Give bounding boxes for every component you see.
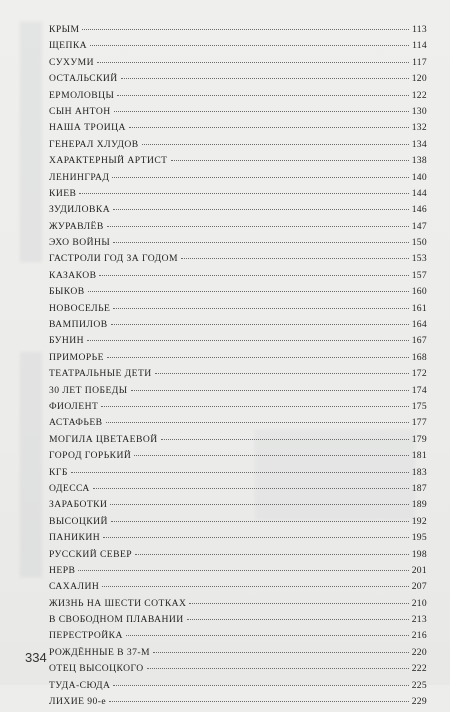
toc-entry-title: ПЕРЕСТРОЙКА xyxy=(49,630,123,642)
toc-entry-title: ТЕАТРАЛЬНЫЕ ДЕТИ xyxy=(49,368,152,380)
dot-leader xyxy=(107,226,409,227)
dot-leader xyxy=(187,619,409,620)
toc-entry-page: 172 xyxy=(411,368,427,380)
toc-entry-page: 113 xyxy=(412,24,427,35)
toc-entry-page: 213 xyxy=(411,614,427,626)
dot-leader xyxy=(126,635,409,636)
toc-entry xyxy=(49,680,427,696)
toc-entry-page: 120 xyxy=(411,73,427,85)
toc-entry-page: 130 xyxy=(411,105,427,117)
toc-entry xyxy=(49,549,427,565)
toc-entry xyxy=(49,467,427,483)
toc-entry-page: 195 xyxy=(411,532,427,544)
toc-entry-page: 177 xyxy=(411,417,427,429)
toc-entry-title: НЕРВ xyxy=(49,564,76,576)
toc-entry-title: НАША ТРОИЦА xyxy=(49,122,126,134)
toc-entry xyxy=(49,139,427,155)
toc-entry-title: ЗАРАБОТКИ xyxy=(49,499,108,511)
dot-leader xyxy=(71,472,409,473)
toc-entry-page: 183 xyxy=(411,466,427,478)
dot-leader xyxy=(109,701,409,702)
toc-entry-page: 189 xyxy=(411,499,427,511)
dot-leader xyxy=(106,422,409,423)
toc-entry-title: В СВОБОДНОМ ПЛАВАНИИ xyxy=(49,614,184,626)
toc-entry-title: ОТЕЦ ВЫСОЦКОГО xyxy=(49,663,144,675)
toc-entry-page: 167 xyxy=(411,335,427,347)
toc-entry xyxy=(49,532,427,548)
toc-entry xyxy=(49,57,427,73)
dot-leader xyxy=(102,586,408,587)
toc-entry-page: 150 xyxy=(411,237,427,249)
toc-entry xyxy=(49,253,427,269)
toc-entry-title: ЛЕНИНГРАД xyxy=(49,171,110,183)
toc-entry-title: ОДЕССА xyxy=(49,482,90,494)
toc-entry-page: 225 xyxy=(411,679,427,691)
toc-entry xyxy=(49,286,427,302)
dot-leader xyxy=(111,324,409,325)
dot-leader xyxy=(90,45,409,46)
toc-entry-page: 157 xyxy=(411,269,427,281)
toc-entry xyxy=(49,335,427,351)
toc-entry-page: 187 xyxy=(411,482,427,494)
toc-entry-page: 179 xyxy=(411,433,427,445)
dot-leader xyxy=(189,603,408,604)
toc-entry-title: РОЖДЁННЫЕ В 37-М xyxy=(49,646,150,658)
dot-leader xyxy=(142,144,409,145)
toc-entry-page: 229 xyxy=(411,696,427,708)
dot-leader xyxy=(134,455,408,456)
dot-leader xyxy=(129,127,409,128)
dot-leader xyxy=(113,209,409,210)
toc-entry xyxy=(49,630,427,646)
toc-entry-page: 207 xyxy=(411,581,427,593)
dot-leader xyxy=(155,373,409,374)
toc-entry xyxy=(49,663,427,679)
dot-leader xyxy=(161,439,409,440)
toc-entry xyxy=(49,434,427,450)
dot-leader xyxy=(87,340,409,341)
table-of-contents xyxy=(49,24,427,712)
toc-entry xyxy=(49,368,427,384)
toc-entry-title: ПАНИКИН xyxy=(49,532,101,544)
toc-entry-title: ЕРМОЛОВЦЫ xyxy=(49,89,115,101)
dot-leader xyxy=(171,160,409,161)
toc-entry-page: 138 xyxy=(411,155,427,167)
toc-entry-title: БЫКОВ xyxy=(49,286,85,298)
toc-entry-title: ХАРАКТЕРНЫЙ АРТИСТ xyxy=(49,155,168,167)
toc-entry xyxy=(49,401,427,417)
toc-entry xyxy=(49,155,427,171)
toc-entry-title: КГБ xyxy=(49,466,68,478)
toc-entry xyxy=(49,270,427,286)
dot-leader xyxy=(107,357,409,358)
toc-entry-page: 153 xyxy=(411,253,427,265)
toc-entry xyxy=(49,73,427,89)
toc-entry-title: АСТАФЬЕВ xyxy=(49,417,103,429)
toc-entry xyxy=(49,565,427,581)
toc-entry-title: ГОРОД ГОРЬКИЙ xyxy=(49,450,132,462)
toc-entry-title: МОГИЛА ЦВЕТАЕВОЙ xyxy=(49,433,158,445)
toc-entry-page: 161 xyxy=(411,302,427,314)
toc-entry-title: НОВОСЕЛЬЕ xyxy=(49,302,111,314)
dot-leader xyxy=(113,308,408,309)
toc-entry xyxy=(49,516,427,532)
toc-entry-title: ВЫСОЦКИЙ xyxy=(49,515,108,527)
dot-leader xyxy=(82,29,409,30)
toc-entry-title: 30 ЛЕТ ПОБЕДЫ xyxy=(49,384,128,396)
toc-entry-page: 164 xyxy=(411,319,427,331)
toc-entry-title: ЛИХИЕ 90-е xyxy=(49,696,107,708)
toc-entry-page: 140 xyxy=(411,171,427,183)
toc-entry-title: САХАЛИН xyxy=(49,581,100,593)
page-number: 334 xyxy=(25,650,47,665)
toc-entry xyxy=(49,90,427,106)
toc-entry-page: 192 xyxy=(411,515,427,527)
dot-leader xyxy=(117,95,408,96)
toc-entry xyxy=(49,647,427,663)
toc-entry-page: 175 xyxy=(411,400,427,412)
toc-entry-title: ГЕНЕРАЛ ХЛУДОВ xyxy=(49,138,139,150)
toc-entry-title: ЭХО ВОЙНЫ xyxy=(49,237,111,249)
dot-leader xyxy=(103,537,409,538)
toc-entry xyxy=(49,450,427,466)
toc-entry xyxy=(49,204,427,220)
toc-entry-title: ЗУДИЛОВКА xyxy=(49,204,111,216)
toc-entry-page: 122 xyxy=(411,89,427,101)
toc-entry xyxy=(49,106,427,122)
toc-entry xyxy=(49,614,427,630)
dot-leader xyxy=(147,668,409,669)
toc-entry-page: 134 xyxy=(411,138,427,150)
toc-entry-title: ОСТАЛЬСКИЙ xyxy=(49,73,118,85)
toc-entry xyxy=(49,581,427,597)
toc-entry-title: РУССКИЙ СЕВЕР xyxy=(49,548,133,560)
toc-entry xyxy=(49,598,427,614)
toc-entry-page: 117 xyxy=(412,56,427,68)
toc-entry-page: 201 xyxy=(411,564,427,576)
toc-entry xyxy=(49,499,427,515)
toc-entry xyxy=(49,237,427,253)
dot-leader xyxy=(111,521,409,522)
toc-entry-title: ВАМПИЛОВ xyxy=(49,319,108,331)
dot-leader xyxy=(121,78,409,79)
toc-entry xyxy=(49,696,427,712)
toc-entry xyxy=(49,483,427,499)
dot-leader xyxy=(113,242,408,243)
dot-leader xyxy=(101,406,408,407)
toc-entry-page: 146 xyxy=(411,204,427,216)
toc-entry-page: 174 xyxy=(411,384,427,396)
dot-leader xyxy=(97,62,409,63)
dot-leader xyxy=(135,554,409,555)
dot-leader xyxy=(112,177,408,178)
toc-entry-page: 181 xyxy=(411,450,427,462)
toc-entry-title: СЫН АНТОН xyxy=(49,105,111,117)
toc-entry xyxy=(49,221,427,237)
toc-entry xyxy=(49,24,427,40)
toc-entry xyxy=(49,319,427,335)
dot-leader xyxy=(110,504,408,505)
toc-entry xyxy=(49,40,427,56)
toc-entry-title: БУНИН xyxy=(49,335,84,347)
toc-entry-page: 198 xyxy=(411,548,427,560)
toc-entry-page: 210 xyxy=(411,597,427,609)
toc-entry-page: 144 xyxy=(411,187,427,199)
toc-entry-title: КРЫМ xyxy=(49,24,80,35)
toc-entry-page: 160 xyxy=(411,286,427,298)
toc-entry-title: ПРИМОРЬЕ xyxy=(49,351,104,363)
toc-entry-page: 114 xyxy=(412,40,427,52)
show-through-left xyxy=(20,22,42,262)
toc-entry xyxy=(49,188,427,204)
toc-entry-title: ФИОЛЕНТ xyxy=(49,400,99,412)
toc-entry-title: ГАСТРОЛИ ГОД ЗА ГОДОМ xyxy=(49,253,178,265)
toc-entry-title: СУХУМИ xyxy=(49,56,94,68)
toc-entry-title: КАЗАКОВ xyxy=(49,269,97,281)
toc-entry xyxy=(49,122,427,138)
toc-entry xyxy=(49,172,427,188)
dot-leader xyxy=(99,275,408,276)
toc-entry-page: 216 xyxy=(411,630,427,642)
dot-leader xyxy=(114,111,409,112)
dot-leader xyxy=(79,193,408,194)
toc-entry-title: ЖУРАВЛЁВ xyxy=(49,220,104,232)
toc-entry-page: 220 xyxy=(411,646,427,658)
toc-entry-title: ЩЕПКА xyxy=(49,40,88,52)
toc-entry-title: ТУДА-СЮДА xyxy=(49,679,111,691)
toc-entry xyxy=(49,385,427,401)
toc-entry-title: КИЕВ xyxy=(49,187,77,199)
show-through-middle xyxy=(20,352,42,577)
dot-leader xyxy=(93,488,409,489)
dot-leader xyxy=(78,570,408,571)
toc-entry xyxy=(49,352,427,368)
toc-entry-title: ЖИЗНЬ НА ШЕСТИ СОТКАХ xyxy=(49,597,187,609)
toc-entry xyxy=(49,417,427,433)
dot-leader xyxy=(181,258,409,259)
toc-entry xyxy=(49,303,427,319)
toc-entry-page: 168 xyxy=(411,351,427,363)
toc-entry-page: 222 xyxy=(411,663,427,675)
dot-leader xyxy=(153,652,409,653)
dot-leader xyxy=(88,291,409,292)
toc-entry-page: 147 xyxy=(411,220,427,232)
toc-entry-page: 132 xyxy=(411,122,427,134)
dot-leader xyxy=(131,390,409,391)
